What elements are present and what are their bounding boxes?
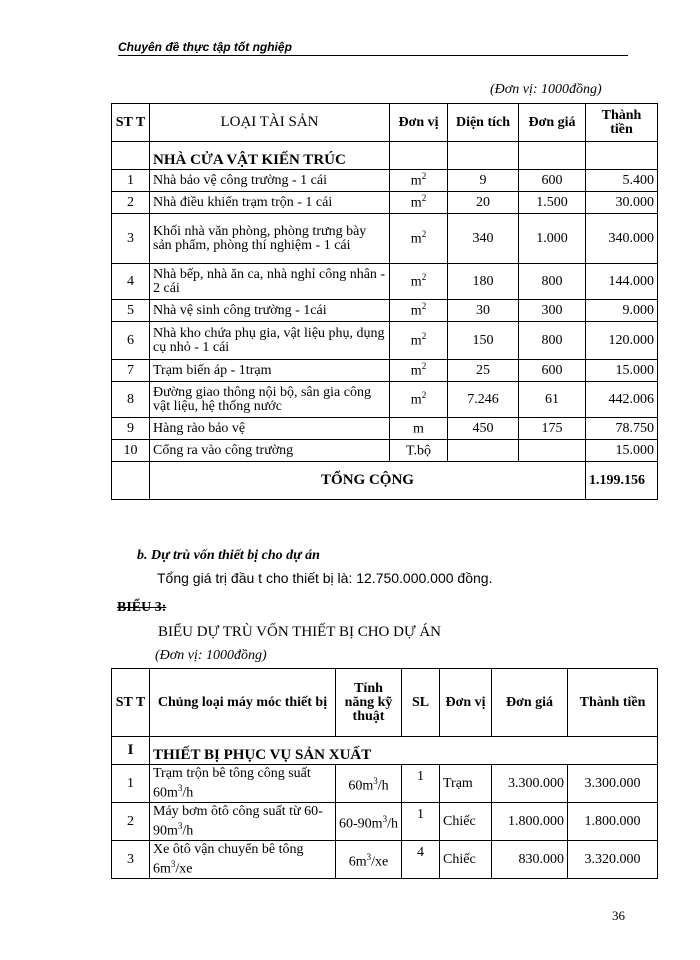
asset-table: [111, 103, 658, 500]
t2-section-title: THIẾT BỊ PHỤC VỤ SẢN XUẤT: [150, 737, 658, 765]
row-unit: [390, 170, 448, 192]
row-price: 830.000: [492, 841, 568, 879]
row-unit-text: m: [410, 392, 422, 408]
row-unit-text: m: [410, 333, 422, 349]
row-unit: [390, 264, 448, 300]
row-spec-text: 6m: [348, 854, 367, 870]
row-unit-text: T.bộ: [405, 443, 431, 459]
row-spec-tail: /xe: [371, 854, 389, 870]
row-unit-text: m: [410, 274, 422, 290]
row-unit: [390, 382, 448, 418]
t2-header-type: Chủng loại máy móc thiết bị: [150, 669, 336, 737]
row-unit: [390, 440, 448, 462]
table-row: [112, 841, 658, 879]
row-stt: 5: [112, 300, 150, 322]
table2-unit-note: (Đơn vị: 1000đồng): [155, 648, 267, 663]
row-unit: Chiếc: [440, 803, 492, 841]
row-price: 3.300.000: [492, 765, 568, 803]
row-stt: 7: [112, 360, 150, 382]
row-unit: [390, 322, 448, 360]
row-area: 9: [448, 170, 519, 192]
row-unit-text: m: [410, 173, 422, 189]
row-unit-sup: 2: [421, 361, 427, 372]
row-area: 7.246: [448, 382, 519, 418]
page-header: Chuyên đề thực tập tốt nghiệp: [118, 40, 628, 56]
t2-section-no: I: [112, 737, 150, 765]
table-row: [112, 382, 658, 418]
row-stt: 1: [112, 765, 150, 803]
row-unit: [390, 192, 448, 214]
row-name: Nhà kho chứa phụ gia, vật liệu phụ, dụng cụ nhỏ - 1 cái: [150, 322, 390, 360]
row-name: Nhà bảo vệ công trường - 1 cái: [150, 170, 390, 192]
section-b-title: b. Dự trù vốn thiết bị cho dự án: [137, 548, 320, 563]
row-name: Khối nhà văn phòng, phòng trưng bày sản phẩm, phòng thí nghiệm - 1 cái: [150, 214, 390, 264]
header-area: Diện tích: [448, 104, 519, 142]
row-name: [150, 765, 336, 803]
row-name-text: Máy bơm ôtô công suất từ 60-90m: [153, 803, 323, 839]
row-name: Nhà điều khiển trạm trộn - 1 cái: [150, 192, 390, 214]
row-total: 5.400: [586, 170, 658, 192]
row-name: [150, 841, 336, 879]
row-name: Đường giao thông nội bộ, sân gia công vật liệu, hệ thống nước: [150, 382, 390, 418]
row-total: 144.000: [586, 264, 658, 300]
row-stt: 10: [112, 440, 150, 462]
row-area: 340: [448, 214, 519, 264]
row-total: 340.000: [586, 214, 658, 264]
header-price: Đơn giá: [519, 104, 586, 142]
row-price: 800: [519, 264, 586, 300]
row-spec-sup: 3: [373, 775, 378, 786]
t2-header-unit: Đơn vị: [440, 669, 492, 737]
row-unit: [390, 360, 448, 382]
table2-header-row: [112, 669, 658, 737]
row-total: 15.000: [586, 440, 658, 462]
row-area: 180: [448, 264, 519, 300]
total-value: 1.199.156: [586, 462, 658, 500]
row-unit-text: m: [410, 363, 422, 379]
header-unit: Đơn vị: [390, 104, 448, 142]
row-qty: 1: [402, 765, 440, 803]
table-row: [112, 214, 658, 264]
section-b-text: Tổng giá trị đầu t cho thiết bị là: 12.750.000.000 đồng.: [157, 570, 493, 586]
row-name-tail: /xe: [175, 861, 193, 877]
row-total: 15.000: [586, 360, 658, 382]
page-number: 36: [612, 908, 625, 923]
table-row: [112, 765, 658, 803]
row-spec-text: 60-90m: [339, 816, 383, 832]
row-spec: [336, 841, 402, 879]
row-name: [150, 803, 336, 841]
row-name-tail: /h: [182, 823, 194, 839]
row-name: Hàng rào bảo vệ: [150, 418, 390, 440]
row-spec: [336, 803, 402, 841]
row-name-text: Xe ôtô vận chuyển bê tông 6m: [153, 841, 304, 877]
row-area: 20: [448, 192, 519, 214]
row-total: 120.000: [586, 322, 658, 360]
row-total: 9.000: [586, 300, 658, 322]
row-unit: [390, 214, 448, 264]
t2-section-row: [112, 737, 658, 765]
row-stt: 3: [112, 214, 150, 264]
row-price: [519, 440, 586, 462]
row-stt: 3: [112, 841, 150, 879]
t2-header-spec: Tính năng kỹ thuật: [336, 669, 402, 737]
row-spec-tail: /h: [377, 778, 389, 794]
table-row: [112, 170, 658, 192]
row-price: 1.500: [519, 192, 586, 214]
section-title: NHÀ CỬA VẬT KIẾN TRÚC: [150, 142, 390, 170]
row-total: 30.000: [586, 192, 658, 214]
row-stt: 6: [112, 322, 150, 360]
table-header-row: [112, 104, 658, 142]
row-total: 3.320.000: [568, 841, 658, 879]
bieu-label: BIỂU 3:: [117, 600, 167, 615]
row-spec-sup: 3: [382, 813, 388, 824]
row-name: Cổng ra vào công trường: [150, 440, 390, 462]
row-stt: 4: [112, 264, 150, 300]
row-unit: Trạm: [440, 765, 492, 803]
table2-title: BIỂU DỰ TRÙ VỐN THIẾT BỊ CHO DỰ ÁN: [158, 624, 442, 640]
row-unit-text: m: [410, 303, 422, 319]
row-qty: 4: [402, 841, 440, 879]
row-spec-sup: 3: [366, 851, 372, 862]
row-unit-sup: 2: [421, 390, 427, 401]
row-spec-tail: /h: [387, 816, 398, 832]
row-stt: 9: [112, 418, 150, 440]
row-spec: [336, 765, 402, 803]
row-name: Nhà vệ sinh công trường - 1cái: [150, 300, 390, 322]
row-unit-sup: 2: [421, 193, 427, 204]
row-name-sup: 3: [177, 820, 183, 831]
row-stt: 8: [112, 382, 150, 418]
t2-header-price: Đơn giá: [492, 669, 568, 737]
row-unit: [390, 300, 448, 322]
table-row: [112, 322, 658, 360]
table-row: [112, 803, 658, 841]
row-price: 61: [519, 382, 586, 418]
row-price: 175: [519, 418, 586, 440]
row-name-tail: /h: [182, 785, 194, 801]
row-name: Nhà bếp, nhà ăn ca, nhà nghỉ công nhân - 2 cái: [150, 264, 390, 300]
row-area: 30: [448, 300, 519, 322]
table-row: [112, 440, 658, 462]
row-area: 25: [448, 360, 519, 382]
total-row: [112, 462, 658, 500]
row-price: 600: [519, 360, 586, 382]
row-stt: 1: [112, 170, 150, 192]
row-total: 78.750: [586, 418, 658, 440]
row-name: Trạm biến áp - 1trạm: [150, 360, 390, 382]
row-unit-sup: 2: [421, 331, 427, 342]
row-spec-text: 60m: [348, 778, 374, 794]
row-stt: 2: [112, 192, 150, 214]
unit-note: (Đơn vị: 1000đồng): [490, 82, 602, 97]
row-unit-sup: 2: [421, 301, 427, 312]
row-unit: [390, 418, 448, 440]
total-label: TỔNG CỘNG: [150, 462, 586, 500]
row-unit: Chiếc: [440, 841, 492, 879]
row-area: [448, 440, 519, 462]
table-row: [112, 360, 658, 382]
row-unit-sup: 2: [421, 171, 427, 182]
row-unit-sup: 2: [421, 272, 427, 283]
row-total: 3.300.000: [568, 765, 658, 803]
row-price: 800: [519, 322, 586, 360]
row-total: 1.800.000: [568, 803, 658, 841]
row-price: 1.000: [519, 214, 586, 264]
row-qty: 1: [402, 803, 440, 841]
header-stt: ST T: [112, 104, 150, 142]
row-unit-text: m: [413, 421, 424, 437]
section-row: [112, 142, 658, 170]
row-name-sup: 3: [177, 782, 183, 793]
row-unit-sup: 2: [421, 229, 427, 240]
header-asset-type: LOẠI TÀI SẢN: [150, 104, 390, 142]
t2-header-qty: SL: [402, 669, 440, 737]
header-total: Thành tiền: [586, 104, 658, 142]
t2-header-total: Thành tiền: [568, 669, 658, 737]
row-unit-text: m: [410, 231, 422, 247]
row-total: 442.006: [586, 382, 658, 418]
equipment-table: [111, 668, 658, 879]
table-row: [112, 264, 658, 300]
row-name-sup: 3: [170, 858, 176, 869]
t2-header-stt: ST T: [112, 669, 150, 737]
row-area: 150: [448, 322, 519, 360]
row-area: 450: [448, 418, 519, 440]
row-price: 1.800.000: [492, 803, 568, 841]
row-unit-text: m: [410, 195, 422, 211]
row-stt: 2: [112, 803, 150, 841]
row-price: 600: [519, 170, 586, 192]
table-row: [112, 300, 658, 322]
row-name-text: Trạm trộn bê tông công suất 60m: [153, 765, 311, 801]
table-row: [112, 418, 658, 440]
row-price: 300: [519, 300, 586, 322]
table-row: [112, 192, 658, 214]
